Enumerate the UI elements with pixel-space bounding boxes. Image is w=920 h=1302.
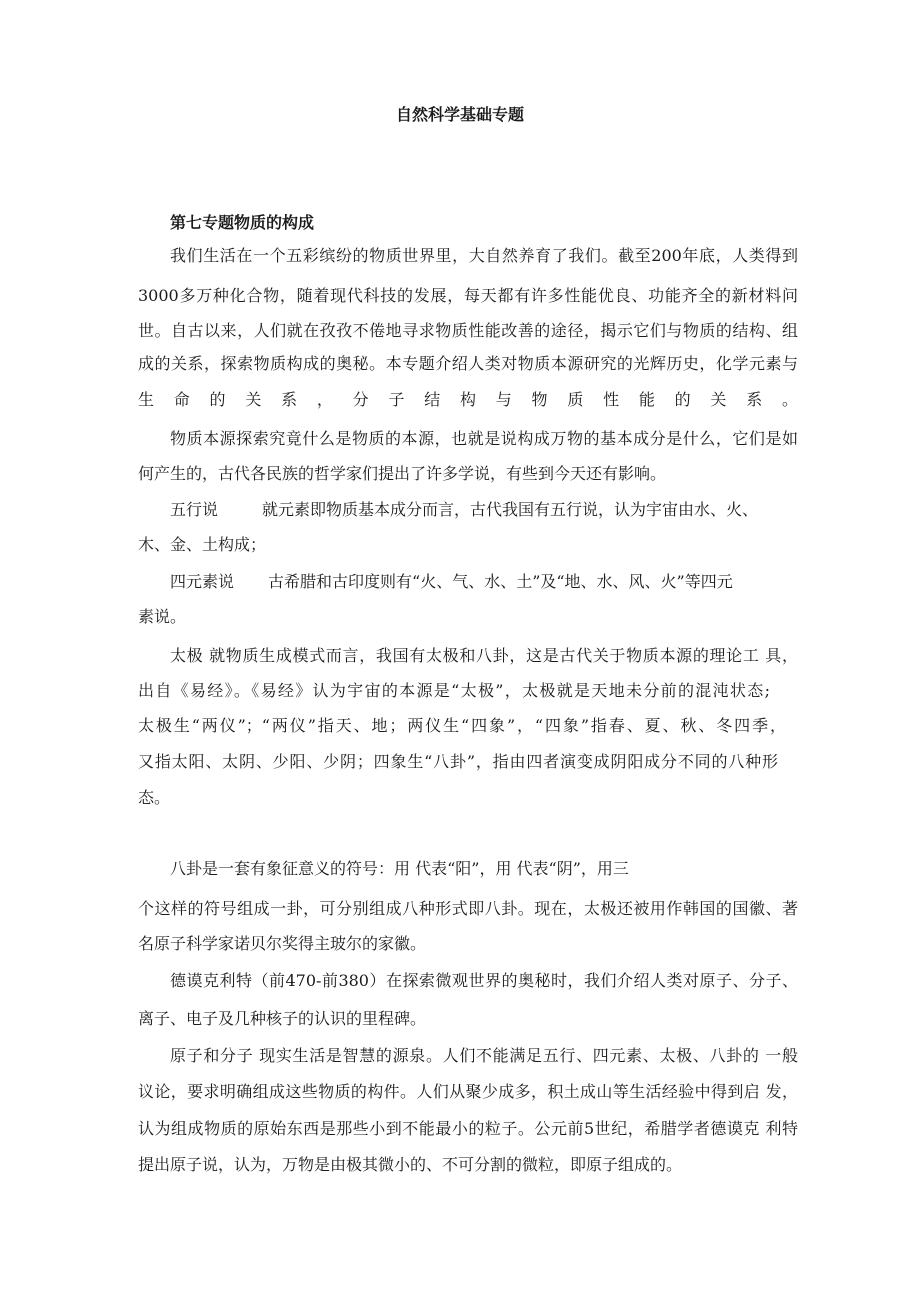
term-wuxing: 五行说 xyxy=(170,500,219,519)
paragraph-line: 原子和分子 现实生活是智慧的源泉。人们不能满足五行、四元素、太极、八卦的 一般 xyxy=(170,1046,798,1065)
paragraph-line: 态。 xyxy=(138,788,171,807)
paragraph-line: 生命的关系，分子结构与物质性能的关系。 xyxy=(138,390,798,409)
paragraph-line: 世。自古以来，人们就在孜孜不倦地寻求物质性能改善的途径，揭示它们与物质的结构、组 xyxy=(138,321,798,340)
paragraph-line: 又指太阳、太阴、少阳、少阴；四象生“八卦”，指由四者演变成阴阳成分不同的八种形 xyxy=(138,752,778,771)
paragraph-line: 物质本源探索究竟什么是物质的本源，也就是说构成万物的基本成分是什么，它们是如 xyxy=(170,429,798,448)
paragraph-line: 个这样的符号组成一卦，可分别组成八种形式即八卦。现在，太极还被用作韩国的国徽、著 xyxy=(138,899,798,918)
paragraph-line: 素说。 xyxy=(138,607,187,626)
paragraph-line: 木、金、土构成； xyxy=(138,535,267,554)
paragraph-line: 离子、电子及几种核子的认识的里程碑。 xyxy=(138,1009,427,1028)
paragraph-line: 太极 就物质生成模式而言，我国有太极和八卦，这是古代关于物质本源的理论工 具， xyxy=(170,646,798,665)
paragraph-line: 八卦是一套有象征意义的符号：用 代表“阳”，用 代表“阴”，用三 xyxy=(170,859,629,878)
paragraph-line: 3000多万种化合物，随着现代科技的发展，每天都有许多性能优良、功能齐全的新材料问 xyxy=(138,286,798,305)
siyuansu-text: 古希腊和古印度则有“火、气、水、土”及“地、水、风、火”等四元 xyxy=(268,572,733,591)
paragraph-line: 太极生“两仪”；“两仪”指天、地；两仪生“四象”，“四象”指春、夏、秋、冬四季， xyxy=(138,716,786,735)
document-title: 自然科学基础专题 xyxy=(395,105,524,124)
siyuansu-line xyxy=(170,571,782,593)
wuxing-text: 就元素即物质基本成分而言，古代我国有五行说，认为宇宙由水、火、 xyxy=(262,500,759,519)
paragraph-line: 认为组成物质的原始东西是那些小到不能最小的粒子。公元前5世纪，希腊学者德谟克 利特 xyxy=(138,1119,798,1138)
term-siyuansu: 四元素说 xyxy=(170,572,235,591)
paragraph-line: 议论，要求明确组成这些物质的构件。人们从聚少成多，积土成山等生活经验中得到启 发， xyxy=(138,1082,798,1101)
paragraph-line: 出自《易经》。《易经》认为宇宙的本源是“太极”，太极就是天地未分前的混沌状态; xyxy=(138,681,770,700)
paragraph-line: 我们生活在一个五彩缤纷的物质世界里，大自然养育了我们。截至200年底，人类得到 xyxy=(170,246,798,265)
paragraph-line: 何产生的，古代各民族的哲学家们提出了许多学说，有些到今天还有影响。 xyxy=(138,464,667,483)
paragraph-line: 名原子科学家诺贝尔奖得主玻尔的家徽。 xyxy=(138,934,427,953)
paragraph-line: 德谟克利特（前470-前380）在探索微观世界的奥秘时，我们介绍人类对原子、分子、 xyxy=(170,971,798,990)
paragraph-line: 提出原子说，认为，万物是由极其微小的、不可分割的微粒，即原子组成的。 xyxy=(138,1155,683,1174)
wuxing-line xyxy=(170,499,782,521)
paragraph-line: 成的关系，探索物质构成的奥秘。本专题介绍人类对物质本源研究的光辉历史，化学元素与 xyxy=(138,354,798,373)
section-heading: 第七专题物质的构成 xyxy=(170,213,315,232)
